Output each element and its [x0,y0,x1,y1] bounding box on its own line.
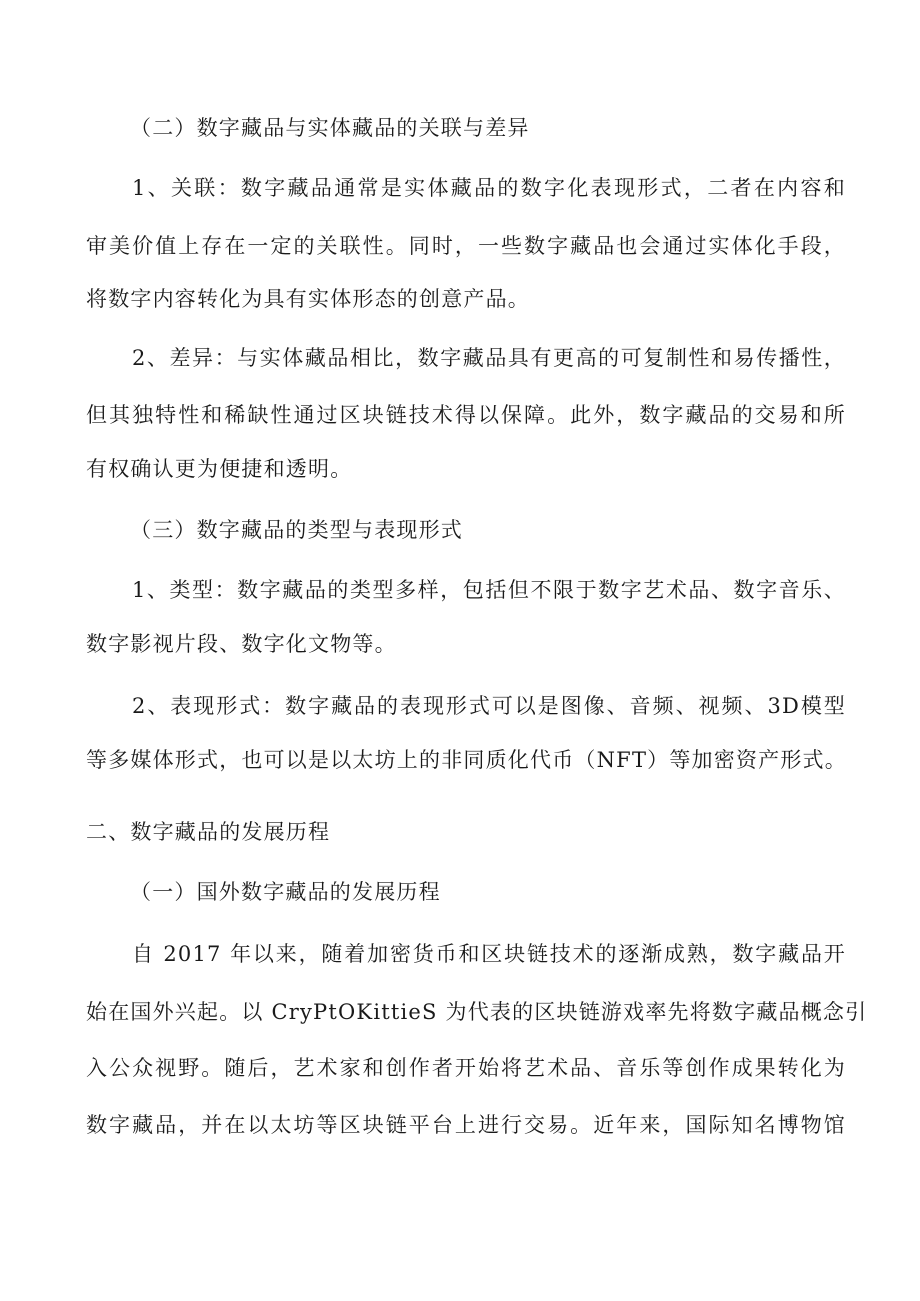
paragraph-line: 但其独特性和稀缺性通过区块链技术得以保障。此外，数字藏品的交易和所 [86,403,846,427]
paragraph-line: 数字影视片段、数字化文物等。 [86,632,397,656]
paragraph-line: 1、类型：数字藏品的类型多样，包括但不限于数字艺术品、数字音乐、 [132,578,846,602]
subheading-foreign-development: （一）国外数字藏品的发展历程 [130,880,441,904]
paragraph-line: 1、关联：数字藏品通常是实体藏品的数字化表现形式，二者在内容和 [132,176,846,200]
paragraph-line: 审美价值上存在一定的关联性。同时，一些数字藏品也会通过实体化手段， [86,234,846,258]
paragraph-line: 入公众视野。随后，艺术家和创作者开始将艺术品、音乐等创作成果转化为 [86,1056,846,1080]
subheading-associations-differences: （二）数字藏品与实体藏品的关联与差异 [130,116,530,140]
section-heading-development-history: 二、数字藏品的发展历程 [86,820,331,844]
paragraph-line: 始在国外兴起。以 CryPtOKittieS 为代表的区块链游戏率先将数字藏品概念引 [86,1000,868,1024]
paragraph-line: 将数字内容转化为具有实体形态的创意产品。 [86,287,530,311]
subheading-types-forms: （三）数字藏品的类型与表现形式 [130,518,463,542]
paragraph-line: 等多媒体形式，也可以是以太坊上的非同质化代币（NFT）等加密资产形式。 [86,748,847,772]
paragraph-line: 有权确认更为便捷和透明。 [86,457,353,481]
paragraph-line: 2、差异：与实体藏品相比，数字藏品具有更高的可复制性和易传播性， [132,346,846,370]
paragraph-line: 自 2017 年以来，随着加密货币和区块链技术的逐渐成熟，数字藏品开 [132,942,846,966]
paragraph-line: 数字藏品，并在以太坊等区块链平台上进行交易。近年来，国际知名博物馆 [86,1113,846,1137]
paragraph-line: 2、表现形式：数字藏品的表现形式可以是图像、音频、视频、3D模型 [132,694,846,718]
